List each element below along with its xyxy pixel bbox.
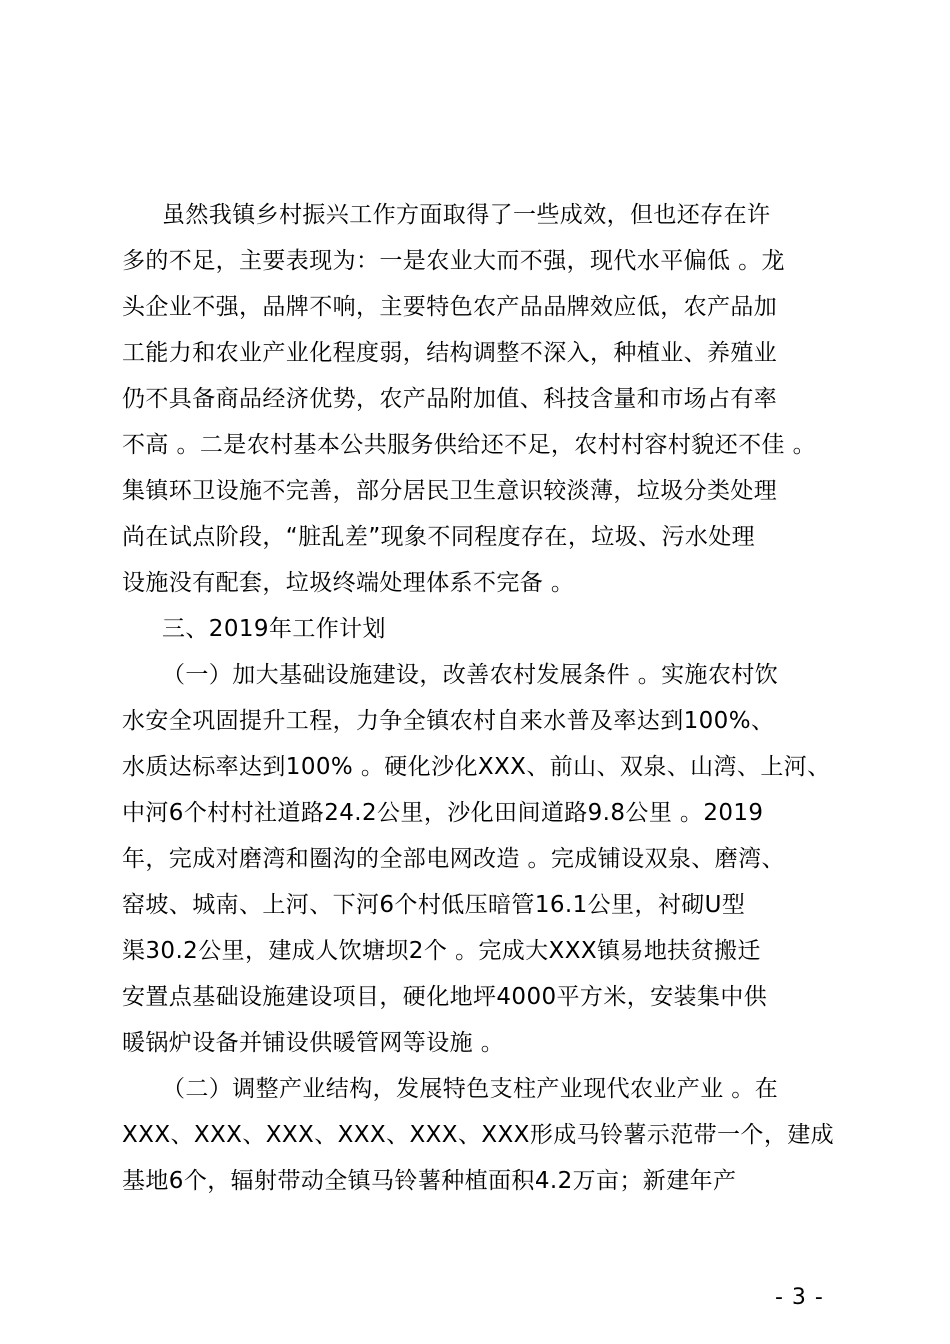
paragraph-2-line-6: 窑坡、城南、上河、下河6个村低压暗管16.1公里，衬砌U型 bbox=[122, 892, 746, 918]
paragraph-1-line-9: 设施没有配套，垃圾终端处理体系不完备 。 bbox=[122, 570, 575, 596]
paragraph-3-line-3: 基地6个，辐射带动全镇马铃薯种植面积4.2万亩；新建年产 bbox=[122, 1168, 737, 1194]
page-number: - 3 - bbox=[775, 1285, 824, 1310]
paragraph-2-line-1: （一）加大基础设施建设，改善农村发展条件 。实施农村饮 bbox=[162, 662, 779, 688]
paragraph-1-line-8: 尚在试点阶段，“脏乱差”现象不同程度存在，垃圾、污水处理 bbox=[122, 524, 756, 550]
paragraph-2-line-4: 中河6个村村社道路24.2公里，沙化田间道路9.8公里 。2019 bbox=[122, 800, 764, 826]
paragraph-1-line-6: 不高 。二是农村基本公共服务供给还不足，农村村容村貌还不佳 。 bbox=[122, 432, 817, 458]
paragraph-1-line-1: 虽然我镇乡村振兴工作方面取得了一些成效，但也还存在许 bbox=[162, 202, 771, 228]
paragraph-1-line-3: 头企业不强，品牌不响，主要特色农产品品牌效应低，农产品加 bbox=[122, 294, 778, 320]
paragraph-2-line-8: 安置点基础设施建设项目，硬化地坪4000平方米，安装集中供 bbox=[122, 984, 768, 1010]
paragraph-2-line-3: 水质达标率达到100% 。硬化沙化XXX、前山、双泉、山湾、上河、 bbox=[122, 754, 831, 780]
paragraph-1-line-7: 集镇环卫设施不完善，部分居民卫生意识较淡薄，垃圾分类处理 bbox=[122, 478, 778, 504]
section-heading: 三、2019年工作计划 bbox=[162, 616, 386, 642]
paragraph-1-line-2: 多的不足，主要表现为：一是农业大而不强，现代水平偏低 。龙 bbox=[122, 248, 785, 274]
paragraph-1-line-4: 工能力和农业产业化程度弱，结构调整不深入，种植业、养殖业 bbox=[122, 340, 778, 366]
paragraph-3-line-1: （二）调整产业结构，发展特色支柱产业现代农业产业 。在 bbox=[162, 1076, 779, 1102]
paragraph-2-line-7: 渠30.2公里，建成人饮塘坝2个 。完成大XXX镇易地扶贫搬迁 bbox=[122, 938, 761, 964]
paragraph-2-line-2: 水安全巩固提升工程，力争全镇农村自来水普及率达到100%、 bbox=[122, 708, 775, 734]
paragraph-1-line-5: 仍不具备商品经济优势，农产品附加值、科技含量和市场占有率 bbox=[122, 386, 778, 412]
paragraph-2-line-9: 暖锅炉设备并铺设供暖管网等设施 。 bbox=[122, 1030, 505, 1056]
paragraph-2-line-5: 年，完成对磨湾和圈沟的全部电网改造 。完成铺设双泉、磨湾、 bbox=[122, 846, 785, 872]
paragraph-3-line-2: XXX、XXX、XXX、XXX、XXX、XXX形成马铃薯示范带一个，建成 bbox=[122, 1122, 835, 1148]
